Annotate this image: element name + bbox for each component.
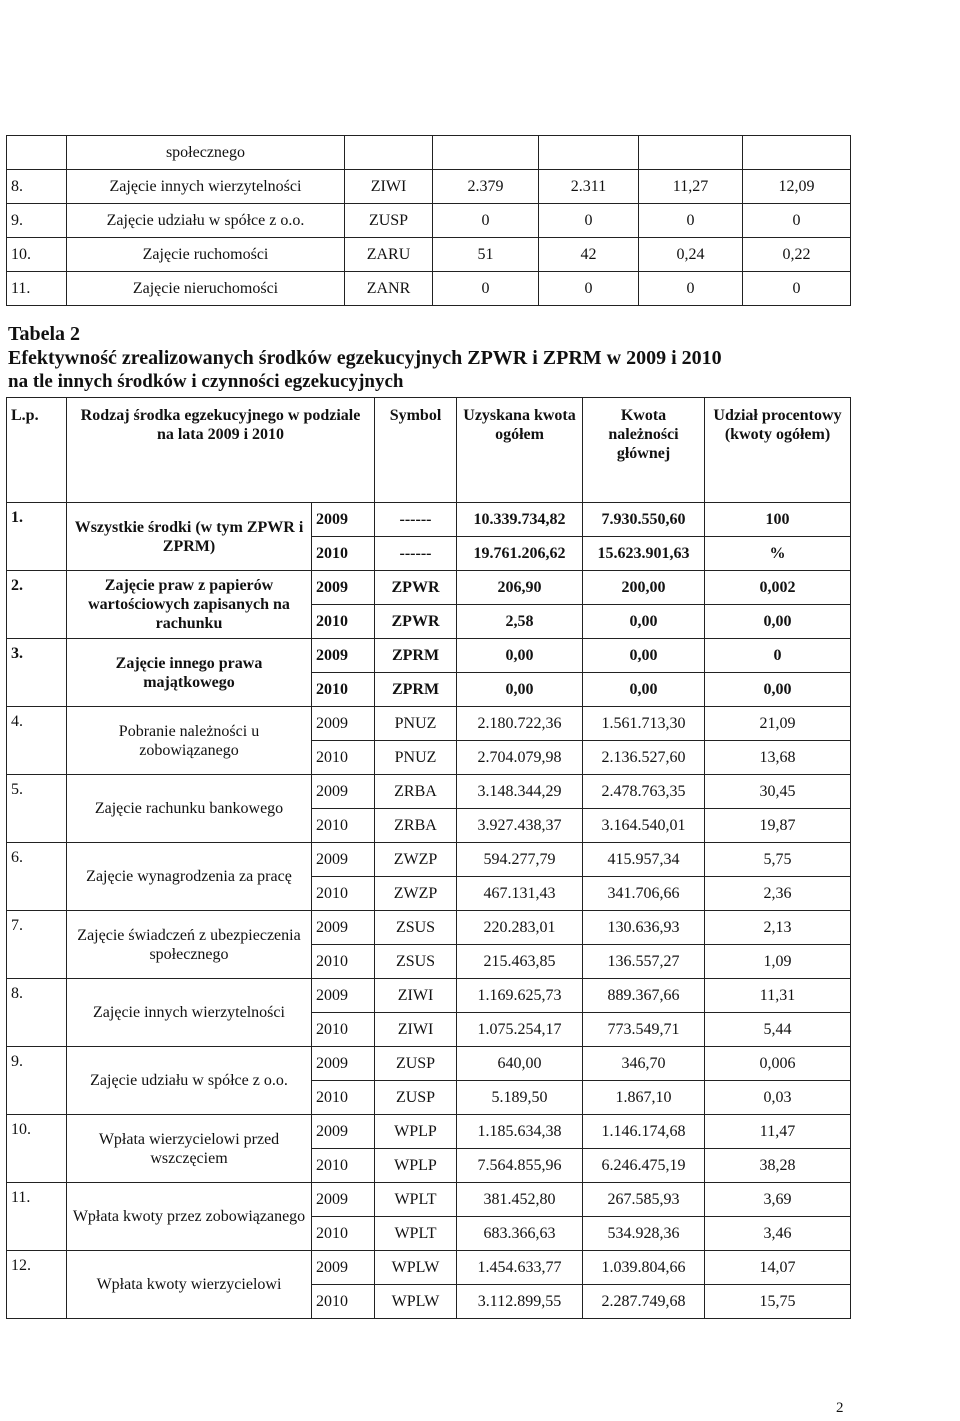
row-share: 3,69 xyxy=(705,1183,851,1217)
row-amount: 2.704.079,98 xyxy=(457,741,583,775)
table-row xyxy=(7,1047,851,1081)
top-table-row xyxy=(7,136,851,170)
row-year: 2010 xyxy=(312,1013,375,1047)
row-principal: 2.287.749,68 xyxy=(583,1285,705,1319)
row-principal: 346,70 xyxy=(583,1047,705,1081)
row-principal: 3.164.540,01 xyxy=(583,809,705,843)
row-name: Zajęcie nieruchomości xyxy=(67,272,345,306)
row-lp: 10. xyxy=(7,1115,67,1183)
top-table-row xyxy=(7,272,851,306)
row-amount: 640,00 xyxy=(457,1047,583,1081)
row-symbol: ZIWI xyxy=(375,979,457,1013)
row-name: Wszystkie środki (w tym ZPWR i ZPRM) xyxy=(67,503,312,571)
row-lp: 8. xyxy=(7,979,67,1047)
row-lp: 8. xyxy=(7,170,67,204)
row-share: % xyxy=(705,537,851,571)
row-principal: 136.557,27 xyxy=(583,945,705,979)
row-principal: 1.039.804,66 xyxy=(583,1251,705,1285)
row-lp: 6. xyxy=(7,843,67,911)
row-symbol: WPLT xyxy=(375,1217,457,1251)
row-lp: 11. xyxy=(7,272,67,306)
row-year: 2010 xyxy=(312,1285,375,1319)
row-value-2010: 0 xyxy=(539,272,639,306)
row-principal: 0,00 xyxy=(583,639,705,673)
row-value-2009: 51 xyxy=(433,238,539,272)
row-year: 2009 xyxy=(312,843,375,877)
top-table xyxy=(6,135,851,306)
row-amount: 1.454.633,77 xyxy=(457,1251,583,1285)
header-symbol: Symbol xyxy=(375,398,457,503)
row-lp: 5. xyxy=(7,775,67,843)
row-name: Zajęcie innych wierzytelności xyxy=(67,979,312,1047)
table-row xyxy=(7,979,851,1013)
row-symbol: ZSUS xyxy=(375,945,457,979)
row-year: 2010 xyxy=(312,877,375,911)
row-symbol: ZARU xyxy=(345,238,433,272)
table-row xyxy=(7,503,851,537)
row-symbol: ZWZP xyxy=(375,843,457,877)
row-symbol: ZANR xyxy=(345,272,433,306)
row-lp: 3. xyxy=(7,639,67,707)
row-share: 21,09 xyxy=(705,707,851,741)
row-share: 15,75 xyxy=(705,1285,851,1319)
row-value-2009 xyxy=(433,136,539,170)
row-symbol: ZPWR xyxy=(375,605,457,639)
row-name: Zajęcie rachunku bankowego xyxy=(67,775,312,843)
row-value-2009: 0 xyxy=(433,204,539,238)
table-heading xyxy=(8,322,948,394)
row-lp: 11. xyxy=(7,1183,67,1251)
row-year: 2010 xyxy=(312,537,375,571)
row-year: 2009 xyxy=(312,1251,375,1285)
row-year: 2010 xyxy=(312,809,375,843)
row-share: 5,44 xyxy=(705,1013,851,1047)
row-symbol: ZUSP xyxy=(375,1081,457,1115)
row-symbol: ZWZP xyxy=(375,877,457,911)
row-amount: 206,90 xyxy=(457,571,583,605)
row-symbol: ZIWI xyxy=(345,170,433,204)
row-symbol: ZUSP xyxy=(375,1047,457,1081)
row-amount: 0,00 xyxy=(457,673,583,707)
row-lp: 7. xyxy=(7,911,67,979)
row-name: Zajęcie praw z papierów wartościowych zapisanych na rachunku xyxy=(67,571,312,639)
row-year: 2009 xyxy=(312,1115,375,1149)
row-symbol: ZPRM xyxy=(375,639,457,673)
row-amount: 3.148.344,29 xyxy=(457,775,583,809)
row-year: 2010 xyxy=(312,945,375,979)
row-share: 14,07 xyxy=(705,1251,851,1285)
row-symbol: ZRBA xyxy=(375,809,457,843)
header-row xyxy=(7,398,851,503)
row-principal: 341.706,66 xyxy=(583,877,705,911)
row-principal: 2.478.763,35 xyxy=(583,775,705,809)
row-symbol: WPLT xyxy=(375,1183,457,1217)
main-table xyxy=(6,397,851,1319)
page-number: 2 xyxy=(836,1400,844,1416)
top-table-row xyxy=(7,238,851,272)
table-row xyxy=(7,1183,851,1217)
row-name: Zajęcie innych wierzytelności xyxy=(67,170,345,204)
row-value-2010: 42 xyxy=(539,238,639,272)
table-row xyxy=(7,639,851,673)
table-row xyxy=(7,1251,851,1285)
row-share: 19,87 xyxy=(705,809,851,843)
row-principal: 200,00 xyxy=(583,571,705,605)
row-share: 11,31 xyxy=(705,979,851,1013)
row-percent-2010: 0 xyxy=(743,204,851,238)
row-symbol: WPLP xyxy=(375,1149,457,1183)
row-lp: 10. xyxy=(7,238,67,272)
row-symbol: PNUZ xyxy=(375,707,457,741)
row-year: 2009 xyxy=(312,571,375,605)
row-amount: 1.169.625,73 xyxy=(457,979,583,1013)
top-table-body xyxy=(7,136,851,306)
row-amount: 594.277,79 xyxy=(457,843,583,877)
row-amount: 2.180.722,36 xyxy=(457,707,583,741)
row-principal: 15.623.901,63 xyxy=(583,537,705,571)
main-table-body xyxy=(7,503,851,1319)
row-principal: 2.136.527,60 xyxy=(583,741,705,775)
row-amount: 215.463,85 xyxy=(457,945,583,979)
table-label: Tabela 2 xyxy=(8,323,81,345)
row-year: 2010 xyxy=(312,1217,375,1251)
table-row xyxy=(7,1115,851,1149)
row-name: Pobranie należności u zobowiązanego xyxy=(67,707,312,775)
row-name: Zajęcie wynagrodzenia za pracę xyxy=(67,843,312,911)
table-title-line-2: na tle innych środków i czynności egzekucyjnych xyxy=(8,371,404,392)
row-amount: 3.112.899,55 xyxy=(457,1285,583,1319)
row-share: 13,68 xyxy=(705,741,851,775)
row-year: 2009 xyxy=(312,707,375,741)
row-symbol: ZPWR xyxy=(375,571,457,605)
table-row xyxy=(7,571,851,605)
row-principal: 130.636,93 xyxy=(583,911,705,945)
row-symbol: WPLW xyxy=(375,1251,457,1285)
row-symbol: ZPRM xyxy=(375,673,457,707)
row-share: 30,45 xyxy=(705,775,851,809)
row-lp: 2. xyxy=(7,571,67,639)
row-amount: 381.452,80 xyxy=(457,1183,583,1217)
row-year: 2009 xyxy=(312,911,375,945)
row-principal: 6.246.475,19 xyxy=(583,1149,705,1183)
row-name: Wpłata wierzycielowi przed wszczęciem xyxy=(67,1115,312,1183)
row-amount: 5.189,50 xyxy=(457,1081,583,1115)
row-symbol: ZSUS xyxy=(375,911,457,945)
row-principal: 267.585,93 xyxy=(583,1183,705,1217)
row-lp: 9. xyxy=(7,204,67,238)
row-name: Zajęcie świadczeń z ubezpieczenia społecznego xyxy=(67,911,312,979)
row-share: 0,006 xyxy=(705,1047,851,1081)
row-amount: 467.131,43 xyxy=(457,877,583,911)
row-name: Zajęcie udziału w spółce z o.o. xyxy=(67,204,345,238)
row-share: 1,09 xyxy=(705,945,851,979)
row-amount: 3.927.438,37 xyxy=(457,809,583,843)
row-percent-2010: 12,09 xyxy=(743,170,851,204)
row-principal: 7.930.550,60 xyxy=(583,503,705,537)
row-year: 2009 xyxy=(312,1047,375,1081)
row-principal: 889.367,66 xyxy=(583,979,705,1013)
row-amount: 19.761.206,62 xyxy=(457,537,583,571)
row-symbol: ZRBA xyxy=(375,775,457,809)
row-percent-2009 xyxy=(639,136,743,170)
row-amount: 10.339.734,82 xyxy=(457,503,583,537)
row-share: 0 xyxy=(705,639,851,673)
row-principal: 534.928,36 xyxy=(583,1217,705,1251)
row-percent-2009: 0,24 xyxy=(639,238,743,272)
row-lp: 1. xyxy=(7,503,67,571)
row-lp: 12. xyxy=(7,1251,67,1319)
row-symbol: WPLP xyxy=(375,1115,457,1149)
row-principal: 0,00 xyxy=(583,605,705,639)
row-percent-2009: 11,27 xyxy=(639,170,743,204)
row-principal: 773.549,71 xyxy=(583,1013,705,1047)
top-table-row xyxy=(7,170,851,204)
row-percent-2010 xyxy=(743,136,851,170)
row-symbol: ZIWI xyxy=(375,1013,457,1047)
row-principal: 0,00 xyxy=(583,673,705,707)
table-row xyxy=(7,911,851,945)
row-year: 2010 xyxy=(312,673,375,707)
row-symbol: ------ xyxy=(375,537,457,571)
row-principal: 415.957,34 xyxy=(583,843,705,877)
row-year: 2009 xyxy=(312,979,375,1013)
row-share: 0,00 xyxy=(705,605,851,639)
row-year: 2010 xyxy=(312,605,375,639)
row-lp: 9. xyxy=(7,1047,67,1115)
row-symbol: PNUZ xyxy=(375,741,457,775)
row-value-2009: 0 xyxy=(433,272,539,306)
row-year: 2009 xyxy=(312,1183,375,1217)
row-value-2009: 2.379 xyxy=(433,170,539,204)
table-row xyxy=(7,843,851,877)
table-row xyxy=(7,775,851,809)
row-share: 2,36 xyxy=(705,877,851,911)
row-year: 2010 xyxy=(312,1081,375,1115)
row-amount: 683.366,63 xyxy=(457,1217,583,1251)
row-value-2010 xyxy=(539,136,639,170)
row-year: 2009 xyxy=(312,639,375,673)
row-percent-2010: 0 xyxy=(743,272,851,306)
row-name: Zajęcie udziału w spółce z o.o. xyxy=(67,1047,312,1115)
row-name: Zajęcie innego prawa majątkowego xyxy=(67,639,312,707)
row-amount: 0,00 xyxy=(457,639,583,673)
row-year: 2009 xyxy=(312,503,375,537)
row-amount: 1.185.634,38 xyxy=(457,1115,583,1149)
row-share: 2,13 xyxy=(705,911,851,945)
row-amount: 1.075.254,17 xyxy=(457,1013,583,1047)
header-amount: Uzyskana kwota ogółem xyxy=(457,398,583,503)
header-name: Rodzaj środka egzekucyjnego w podziale na lata 2009 i 2010 xyxy=(67,398,375,503)
row-share: 5,75 xyxy=(705,843,851,877)
row-name: Wpłata kwoty przez zobowiązanego xyxy=(67,1183,312,1251)
row-percent-2009: 0 xyxy=(639,272,743,306)
row-principal: 1.561.713,30 xyxy=(583,707,705,741)
row-year: 2010 xyxy=(312,741,375,775)
row-share: 0,002 xyxy=(705,571,851,605)
row-share: 0,03 xyxy=(705,1081,851,1115)
row-share: 3,46 xyxy=(705,1217,851,1251)
row-year: 2009 xyxy=(312,775,375,809)
row-share: 11,47 xyxy=(705,1115,851,1149)
table-title-line-1: Efektywność zrealizowanych środków egzekucyjnych ZPWR i ZPRM w 2009 i 2010 xyxy=(8,347,722,369)
row-amount: 220.283,01 xyxy=(457,911,583,945)
header-lp: L.p. xyxy=(7,398,67,503)
row-name: Zajęcie ruchomości xyxy=(67,238,345,272)
top-table-row xyxy=(7,204,851,238)
row-lp: 4. xyxy=(7,707,67,775)
row-symbol: ------ xyxy=(375,503,457,537)
row-value-2010: 0 xyxy=(539,204,639,238)
row-share: 38,28 xyxy=(705,1149,851,1183)
row-principal: 1.146.174,68 xyxy=(583,1115,705,1149)
header-share: Udział procentowy (kwoty ogółem) xyxy=(705,398,851,503)
row-percent-2009: 0 xyxy=(639,204,743,238)
row-share: 100 xyxy=(705,503,851,537)
table-row xyxy=(7,707,851,741)
row-symbol: ZUSP xyxy=(345,204,433,238)
header-principal: Kwota należności głównej xyxy=(583,398,705,503)
row-symbol: WPLW xyxy=(375,1285,457,1319)
main-table-head xyxy=(7,398,851,503)
row-share: 0,00 xyxy=(705,673,851,707)
row-year: 2010 xyxy=(312,1149,375,1183)
row-amount: 2,58 xyxy=(457,605,583,639)
row-symbol xyxy=(345,136,433,170)
row-name: Wpłata kwoty wierzycielowi xyxy=(67,1251,312,1319)
row-principal: 1.867,10 xyxy=(583,1081,705,1115)
row-lp xyxy=(7,136,67,170)
row-value-2010: 2.311 xyxy=(539,170,639,204)
row-amount: 7.564.855,96 xyxy=(457,1149,583,1183)
row-name: społecznego xyxy=(67,136,345,170)
row-percent-2010: 0,22 xyxy=(743,238,851,272)
